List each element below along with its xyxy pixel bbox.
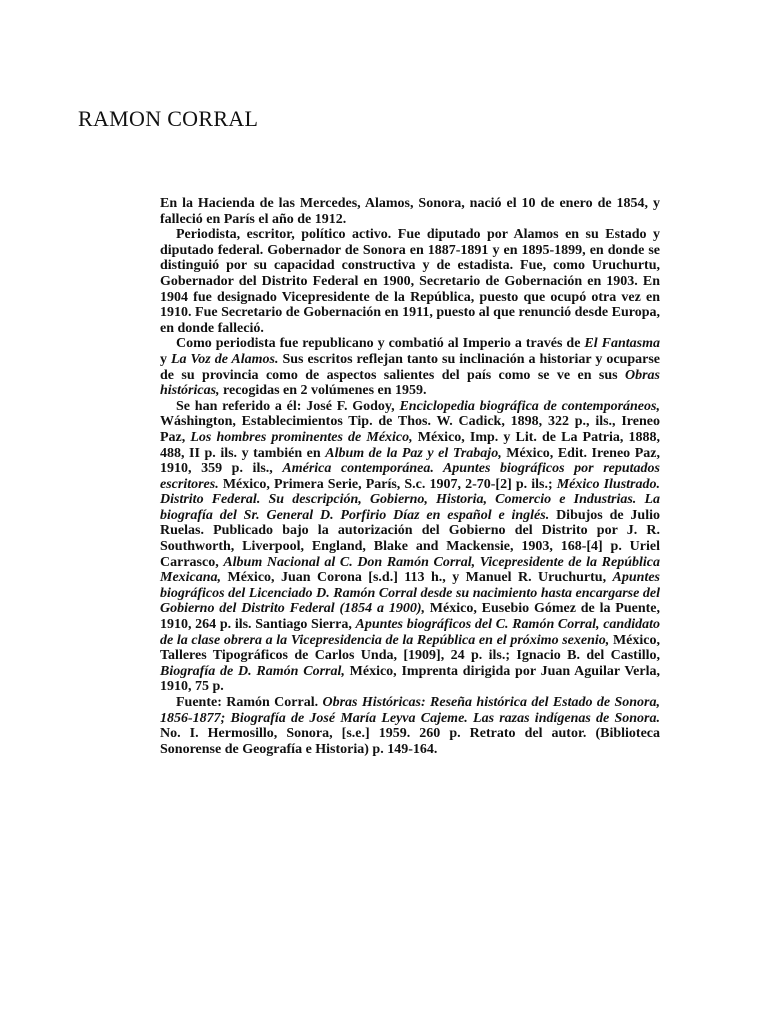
paragraph-text: No. I. Hermosillo, Sonora, [s.e.] 1959. 260 p. Retrato del autor. (Biblioteca Sonorense de Geografía e Historia) p. 149-164.: [160, 726, 660, 757]
paragraph-text: recogidas en 2 volúmenes en 1959.: [219, 383, 427, 399]
italic-title-text: Apuntes biográficos del Licenciado D. Ramón Corral desde su nacimiento hasta encargarse del Gobierno del Distrito Federal (1854 a 1900),: [160, 570, 660, 617]
italic-title-text: La Voz de Alamos.: [170, 351, 279, 367]
italic-title-text: América contemporánea. Apuntes biográficos por reputados escritores.: [160, 461, 660, 492]
paragraph-text: México, Imp. y Lit. de La Patria, 1888, 488, II p. ils. y también en: [160, 429, 660, 461]
paragraph-text: Dibujos de Julio Ruelas. Publicado bajo la autorización del Gobierno del Distrito por J. R. Southworth, Liverpool, England, Blake and Mackensie, 1903, 168-[4] p. Uriel Carrasco,: [160, 507, 660, 570]
paragraph-text: México, Talleres Tipográficos de Carlos Unda, [1909], 24 p. ils.; Ignacio B. del Castillo,: [160, 632, 660, 664]
paragraph-text: Periodista, escritor, político activo. Fue diputado por Alamos en su Estado y diputado federal. Gobernador de Sonora en 1887-1891 y en 1895-1899, en donde se distinguió por su capacidad constructiva y de estadista. Fue, como Uruchurtu, Gobernador del Distrito Federal en 1900, Secretario de Gobernación en 1903. En 1904 fue designado Vicepresidente de la República, puesto que ocupó otra vez en 1910. Fue Secretario de Gobernación en 1911, puesto al que renunció desde Europa, en donde falleció.: [160, 227, 660, 336]
paragraph-text: Fuente: Ramón Corral.: [176, 695, 323, 710]
paragraph-text: México, Juan Corona [s.d.] 113 h., y Manuel R. Uruchurtu,: [221, 570, 613, 586]
italic-title-text: Obras Históricas: Reseña histórica del Estado de Sonora, 1856-1877; Biografía de José María Leyva Cajeme. Las razas indígenas de Sonora.: [160, 695, 660, 726]
italic-title-text: Album Nacional al C. Don Ramón Corral, Vicepresidente de la República Mexicana,: [160, 554, 660, 586]
paragraph: [160, 227, 660, 336]
italic-title-text: Enciclopedia biográfica de contemporáneos,: [399, 398, 660, 414]
page-title: RAMON CORRAL: [78, 106, 259, 131]
biography-text: [160, 196, 660, 757]
paragraph: [160, 695, 660, 757]
paragraph-text: Como periodista fue republicano y combatió al Imperio a través de: [176, 336, 585, 352]
paragraph: [160, 196, 660, 227]
paragraph-text: México, Edit. Ireneo Paz, 1910, 359 p. ils.,: [160, 445, 660, 477]
paragraph-text: México, Primera Serie, París, S.c. 1907, 2-70-[2] p. ils.;: [218, 476, 557, 492]
paragraph: [160, 399, 660, 695]
paragraph-text: Wáshington, Establecimientos Tip. de Thos. W. Cadick, 1898, 322 p., ils., Ireneo Paz,: [160, 414, 660, 445]
italic-title-text: Obras históricas,: [160, 367, 660, 399]
italic-title-text: Biografía de D. Ramón Corral,: [160, 663, 345, 679]
italic-title-text: Apuntes biográficos del C. Ramón Corral, candidato de la clase obrera a la Vicepresidencia de la República en el próximo sexenio,: [160, 617, 660, 648]
paragraph-text: México, Imprenta dirigida por Juan Aguilar Verla, 1910, 75 p.: [160, 663, 660, 695]
italic-title-text: México Ilustrado. Distrito Federal. Su descripción, Gobierno, Historia, Comercio e Industrias. La biografía del Sr. General D. Porfirio Díaz en español e inglés.: [160, 476, 660, 523]
italic-title-text: Los hombres prominentes de México,: [190, 429, 413, 445]
paragraph-text: Se han referido a él: José F. Godoy,: [176, 398, 400, 414]
paragraph-text: México, Eusebio Gómez de la Puente, 1910, 264 p. ils. Santiago Sierra,: [160, 601, 660, 633]
paragraph-text: Sus escritos reflejan tanto su inclinación a historiar y ocuparse de su provincia como de aspectos salientes del país como se ve en sus: [160, 351, 661, 383]
paragraph-text: y: [160, 351, 171, 367]
paragraph-text: En la Hacienda de las Mercedes, Alamos, Sonora, nació el 10 de enero de 1854, y falleció en París el año de 1912.: [160, 196, 660, 227]
paragraph: [160, 336, 660, 398]
italic-title-text: Album de la Paz y el Trabajo,: [325, 445, 502, 461]
italic-title-text: El Fantasma: [584, 336, 660, 352]
